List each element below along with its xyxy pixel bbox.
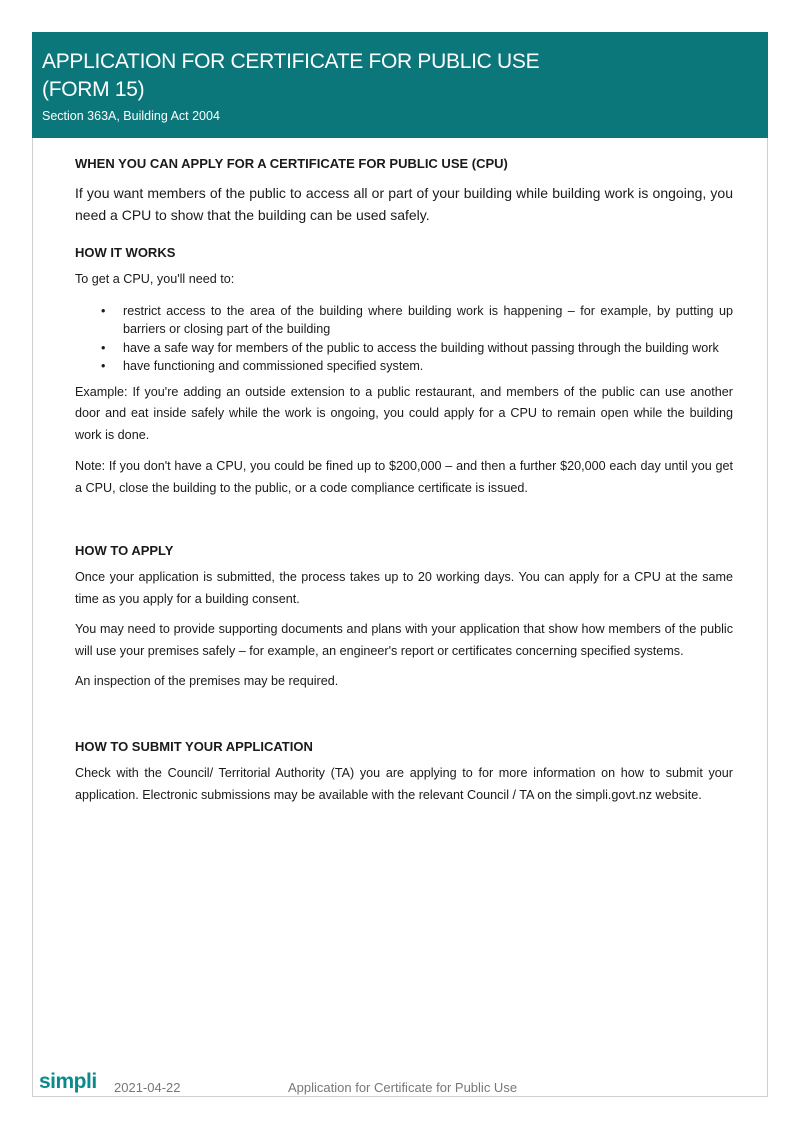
- footer-title: Application for Certificate for Public Use: [288, 1080, 518, 1095]
- section-how-to-apply: [75, 542, 733, 693]
- section-text: If you want members of the public to access all or part of your building while building work is ongoing, you need a CPU to show that the building can be used safely.: [75, 185, 733, 223]
- section-text: An inspection of the premises may be required.: [75, 674, 339, 688]
- page-title: [42, 48, 539, 104]
- section-heading: HOW TO APPLY: [75, 543, 174, 558]
- section-intro: To get a CPU, you'll need to:: [75, 272, 235, 286]
- example-text: Example: If you're adding an outside extension to a public restaurant, and members of the public can use another door and eat inside safely while the work is ongoing, you could apply for a CPU to remain open while the building work is done.: [75, 384, 733, 442]
- page-subtitle: Section 363A, Building Act 2004: [42, 109, 220, 123]
- section-how-it-works: [75, 244, 733, 499]
- section-text: Check with the Council/ Territorial Authority (TA) you are applying to for more information on how to submit your application. Electronic submissions may be available with the relevant Council / TA on the simpli.govt.nz website.: [75, 766, 733, 802]
- simpli-logo: simpli: [39, 1070, 97, 1093]
- section-how-to-submit: [75, 738, 733, 806]
- list-item: • have functioning and commissioned specified system.: [75, 357, 733, 376]
- section-text: You may need to provide supporting documents and plans with your application that show how members of the public will use your premises safely – for example, an engineer's report or certificates concerning specified systems.: [75, 622, 733, 658]
- note-text: Note: If you don't have a CPU, you could be fined up to $200,000 – and then a further $20,000 each day until you get a CPU, close the building to the public, or a code compliance certificate is issued.: [75, 459, 733, 495]
- section-when: [75, 155, 733, 226]
- footer-date: 2021-04-22: [114, 1080, 181, 1095]
- section-heading: WHEN YOU CAN APPLY FOR A CERTIFICATE FOR PUBLIC USE (CPU): [75, 156, 508, 171]
- section-text: Once your application is submitted, the process takes up to 20 working days. You can apply for a CPU at the same time as you apply for a building consent.: [75, 570, 733, 606]
- requirements-list: [75, 302, 733, 376]
- list-item: • have a safe way for members of the public to access the building without passing through the building work: [75, 339, 733, 358]
- title-line-2: (FORM 15): [42, 78, 145, 101]
- section-heading: HOW IT WORKS: [75, 245, 176, 260]
- header-banner: [32, 32, 768, 138]
- section-heading: HOW TO SUBMIT YOUR APPLICATION: [75, 739, 313, 754]
- title-line-1: APPLICATION FOR CERTIFICATE FOR PUBLIC USE: [42, 50, 540, 73]
- list-item: • restrict access to the area of the building where building work is happening – for example, by putting up barriers or closing part of the building: [75, 302, 733, 339]
